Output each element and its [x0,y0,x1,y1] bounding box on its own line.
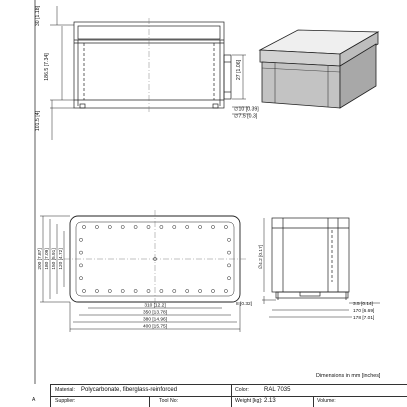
screw-hole-icon [82,225,85,228]
dim-plan-height-200: 200 [7.87] [38,248,43,270]
dim-side-178: 178 [7.01] [353,316,375,321]
dim-front-side-27: 27 [1.06] [236,59,242,81]
screw-hole-icon [79,277,82,280]
front-view [74,18,231,112]
material-value: Polycarbonate, fiberglass-reinforced [81,386,178,393]
screw-hole-icon [186,289,189,292]
plan-view [64,210,246,308]
front-view-hinge [224,55,231,99]
screw-hole-icon [147,289,150,292]
screw-hole-icon [108,225,111,228]
supplier-label: Supplier: [55,398,76,404]
dim-side-3-5: 3.5 [0.14] [353,302,374,307]
screw-hole-icon [121,225,124,228]
screw-hole-icon [173,225,176,228]
screw-hole-icon [227,251,230,254]
screw-hole-icon [82,289,85,292]
screw-hole-icon [199,289,202,292]
screw-hole-icon [134,289,137,292]
dim-plan-width-350: 350 [13.78] [142,310,168,316]
screw-hole-icon [227,277,230,280]
color-label: Color: [235,387,249,393]
screw-hole-icon [121,289,124,292]
screw-hole-icon [224,289,227,292]
dim-front-inner-height: 186.5 [7.34] [44,53,50,81]
dim-diameter-10: ∅10 [0.39] [234,106,259,113]
edge-mark: A [32,397,36,403]
weight-label: Weight [kg]: [235,398,263,404]
screw-hole-icon [211,289,214,292]
screw-hole-icon [108,289,111,292]
tool-label: Tool No: [159,398,179,404]
screw-hole-icon [211,225,214,228]
screw-hole-icon [173,289,176,292]
units-note: Dimensions in mm [inches] [316,373,381,379]
color-value: RAL 7035 [264,386,291,393]
dim-plan-height-120: 120 [4.72] [59,248,64,270]
title-block [50,384,407,407]
dim-side-diameter-4-2: ∅4.2 [0.17] [259,244,264,270]
front-left-dimension-lines [50,6,74,140]
screw-hole-icon [134,225,137,228]
dim-diameter-7-5: ∅7.5 [0.3] [234,113,258,120]
dim-plan-width-310: 310 [12.2] [144,303,166,309]
side-view-outline [272,218,349,292]
screw-hole-icon [147,225,150,228]
dim-front-lower-height: 101.5 [4] [35,110,41,132]
screw-hole-icon [227,264,230,267]
screw-hole-icon [160,225,163,228]
dim-side-8: 8 [0.32] [236,302,253,307]
side-view-base [276,292,348,298]
dim-plan-width-380: 380 [14.96] [142,317,168,323]
screw-hole-icon [199,225,202,228]
screw-hole-icon [160,289,163,292]
dim-side-170: 170 [6.69] [353,309,375,314]
title-block-row-2 [51,396,407,407]
screw-hole-icon [95,225,98,228]
dim-front-height: 30 [1.18] [35,5,41,27]
screw-hole-icon [95,289,98,292]
dim-plan-height-180: 180 [7.09] [45,248,50,270]
screw-hole-icon [227,238,230,241]
screw-hole-icon [79,251,82,254]
isometric-view [260,30,378,108]
volume-label: Volume: [317,398,336,404]
dim-plan-height-150: 150 [5.91] [52,248,57,270]
weight-value: 2.13 [264,397,276,404]
screw-hole-icon [186,225,189,228]
screw-hole-icon [224,225,227,228]
material-label: Material: [55,387,75,393]
side-view [272,218,349,300]
screw-hole-icon [79,264,82,267]
iso-body-front [262,62,340,108]
dim-plan-width-400: 400 [15.75] [142,324,168,330]
screw-hole-icon [79,238,82,241]
